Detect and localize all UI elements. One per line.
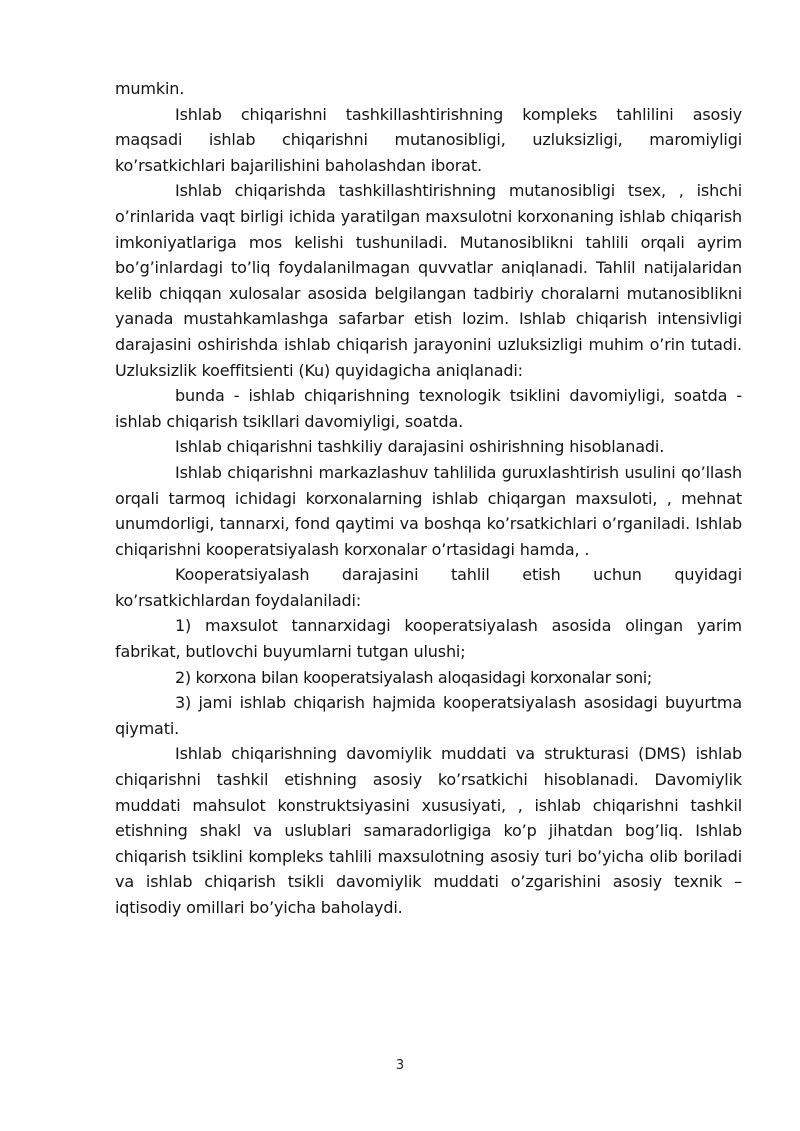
- page-number: 3: [395, 1058, 405, 1073]
- document-body: [115, 76, 742, 921]
- paragraph-7: Kooperatsiyalash darajasini tahlil etish uchun quyidagi ko’rsatkichlardan foydalaniladi:: [115, 565, 742, 610]
- list-item-2: 2) korxona bilan kooperatsiyalash aloqasidagi korxonalar soni;: [175, 667, 652, 687]
- list-item-1: 1) maxsulot tannarxidagi kooperatsiyalash asosida olingan yarim fabrikat, butlovchi buyumlarni tutgan ulushi;: [115, 616, 742, 662]
- paragraph-5: Ishlab chiqarishni tashkiliy darajasini oshirishning hisoblanadi.: [175, 437, 665, 457]
- paragraph-6: Ishlab chiqarishni markazlashuv tahlilida guruxlashtirish usulini qo’llash orqali tarmoq ichidagi korxonalarning ishlab chiqargan maxsuloti, , mehnat unumdorligi, tannarxi, fond qaytimi va boshqa ko’rsatkichlari o’rganiladi. Ishlab chiqarishni kooperatsiyalash korxonalar o’rtasidagi hamda, .: [115, 462, 742, 559]
- paragraph-3: Ishlab chiqarishda tashkillashtirishning mutanosibligi tsex, , ishchi o’rinlarida vaqt birligi ichida yaratilgan maxsulotni korxonaning ishlab chiqarish imkoniyatlariga mos kelishi tushuniladi. Mutanosiblikni tahlili orqali ayrim bo’g’inlardagi to’liq foydalanilmagan quvvatlar aniqlanadi. Tahlil natijalaridan kelib chiqqan xulosalar asosida belgilangan tadbiriy choralarni mutanosiblikni yanada mustahkamlashga safarbar etish lozim. Ishlab chiqarish intensivligi darajasini oshirishda ishlab chiqarish jarayonini uzluksizligi muhim o’rin tutadi. Uzluksizlik koeffitsienti (Ku) quyidagicha aniqlanadi:: [115, 181, 742, 380]
- paragraph-2: Ishlab chiqarishni tashkillashtirishning kompleks tahlilini asosiy maqsadi ishlab chiqarishni mutanosibligi, uzluksizligi, maromiyligi ko’rsatkichlari bajarilishini baholashdan iborat.: [115, 104, 742, 175]
- paragraph-1: mumkin.: [115, 79, 185, 98]
- paragraph-4: bunda - ishlab chiqarishning texnologik tsiklini davomiyligi, soatda - ishlab chiqarish tsikllari davomiyligi, soatda.: [115, 386, 742, 431]
- list-item-3: 3) jami ishlab chiqarish hajmida kooperatsiyalash asosidagi buyurtma qiymati.: [115, 693, 742, 738]
- paragraph-8: Ishlab chiqarishning davomiylik muddati va strukturasi (DMS) ishlab chiqarishni tashkil etishning asosiy ko’rsatkichi hisoblanadi. Davomiylik muddati mahsulot konstruktsiyasini xususiyati, , ishlab chiqarishni tashkil etishning shakl va uslublari samaradorligiga ko’p jihatdan bog’liq. Ishlab chiqarish tsiklini kompleks tahlili maxsulotning asosiy turi bo’yicha olib boriladi va ishlab chiqarish tsikli davomiylik muddati o’zgarishini asosiy texnik – iqtisodiy omillari bo’yicha baholaydi.: [115, 744, 742, 917]
